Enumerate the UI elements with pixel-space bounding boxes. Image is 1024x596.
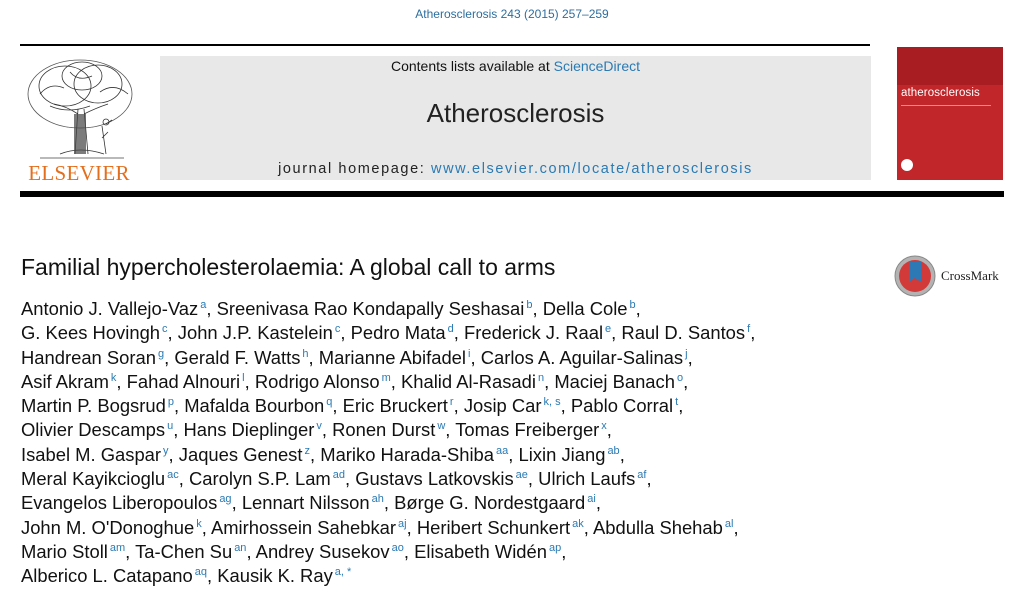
author-name[interactable] bbox=[417, 517, 589, 538]
author-name[interactable] bbox=[320, 444, 513, 465]
cover-header-band bbox=[897, 47, 1003, 85]
author-affiliation-marker[interactable]: aq bbox=[194, 566, 208, 579]
journal-citation[interactable] bbox=[0, 7, 1024, 21]
author-separator: , bbox=[308, 346, 314, 368]
author-name[interactable] bbox=[21, 468, 184, 489]
author-name[interactable] bbox=[21, 444, 174, 465]
author-name[interactable] bbox=[351, 322, 459, 343]
author-separator: , bbox=[406, 516, 412, 538]
author-name-text: Maciej Banach bbox=[554, 370, 675, 392]
author-separator: , bbox=[383, 492, 389, 514]
author-name[interactable] bbox=[519, 444, 625, 465]
author-name[interactable] bbox=[174, 347, 313, 368]
author-affiliation-marker[interactable]: i bbox=[468, 347, 471, 360]
author-affiliation-marker[interactable]: k bbox=[110, 371, 117, 384]
cover-title: atherosclerosis bbox=[901, 87, 980, 99]
author-separator: , bbox=[178, 468, 184, 490]
author-name[interactable] bbox=[242, 492, 389, 513]
author-list bbox=[21, 297, 991, 589]
author-separator: , bbox=[678, 395, 684, 417]
author-separator: , bbox=[453, 395, 459, 417]
author-affiliation-marker[interactable]: aa bbox=[496, 444, 509, 457]
author-separator: , bbox=[611, 322, 617, 344]
author-affiliation-marker[interactable]: o bbox=[676, 371, 684, 384]
contents-line bbox=[160, 58, 871, 74]
author-name-text: John M. O'Donoghue bbox=[21, 516, 195, 538]
author-affiliation-marker[interactable]: ae bbox=[515, 469, 528, 482]
author-line bbox=[21, 516, 991, 540]
author-name[interactable] bbox=[621, 322, 755, 343]
author-separator: , bbox=[527, 468, 534, 490]
author-name[interactable] bbox=[394, 492, 601, 513]
author-name-text: Olivier Descamps bbox=[21, 419, 166, 441]
author-affiliation-marker[interactable]: k bbox=[196, 517, 202, 530]
author-affiliation-marker[interactable]: af bbox=[637, 469, 647, 482]
author-affiliation-marker[interactable]: ao bbox=[391, 541, 404, 554]
author-affiliation-marker[interactable]: ai bbox=[587, 493, 596, 506]
author-name[interactable] bbox=[21, 298, 211, 319]
author-separator: , bbox=[544, 370, 550, 392]
author-separator: , bbox=[206, 298, 212, 319]
author-name[interactable] bbox=[256, 541, 409, 562]
author-affiliation-marker[interactable]: h bbox=[302, 347, 309, 360]
author-name[interactable] bbox=[21, 419, 178, 440]
author-affiliation-marker[interactable]: y bbox=[163, 444, 169, 457]
author-name-text: Abdulla Shehab bbox=[593, 516, 723, 538]
header-top-rule bbox=[20, 44, 870, 46]
header-bottom-rule bbox=[20, 191, 1004, 197]
author-name[interactable] bbox=[127, 371, 250, 392]
author-name-text: Ta-Chen Su bbox=[135, 540, 233, 562]
author-name-text: Handrean Soran bbox=[21, 346, 156, 368]
author-line bbox=[21, 370, 991, 394]
author-name[interactable] bbox=[21, 517, 207, 538]
author-separator: , bbox=[244, 370, 250, 392]
author-separator: , bbox=[310, 443, 316, 465]
author-name[interactable] bbox=[21, 347, 169, 368]
author-name[interactable] bbox=[255, 371, 396, 392]
author-affiliation-marker[interactable]: f bbox=[747, 323, 751, 336]
author-separator: , bbox=[445, 419, 451, 441]
author-separator: , bbox=[207, 565, 213, 587]
author-name-text: Amirhossein Sahebkar bbox=[210, 516, 396, 538]
author-separator: , bbox=[508, 443, 514, 465]
author-name[interactable] bbox=[21, 322, 173, 343]
author-separator: , bbox=[583, 516, 589, 538]
author-affiliation-marker[interactable]: k, s bbox=[543, 396, 561, 409]
homepage-link[interactable]: www.elsevier.com/locate/atherosclerosis bbox=[431, 161, 753, 177]
author-separator: , bbox=[453, 322, 459, 344]
journal-cover-thumbnail[interactable] bbox=[897, 47, 1003, 180]
contents-prefix: Contents lists available at bbox=[390, 58, 554, 74]
author-affiliation-marker[interactable]: an bbox=[234, 541, 247, 554]
author-name-text: Mario Stoll bbox=[21, 540, 108, 562]
author-name-text: Isabel M. Gaspar bbox=[21, 443, 162, 465]
citation-link[interactable]: Atherosclerosis 243 (2015) 257–259 bbox=[415, 7, 609, 21]
author-affiliation-marker[interactable]: g bbox=[157, 347, 165, 360]
author-separator: , bbox=[750, 322, 756, 344]
author-affiliation-marker[interactable]: ah bbox=[371, 493, 384, 506]
author-affiliation-marker[interactable]: q bbox=[326, 396, 333, 409]
author-separator: , bbox=[560, 395, 566, 417]
author-name[interactable] bbox=[414, 541, 566, 562]
author-name[interactable] bbox=[571, 395, 683, 416]
author-name[interactable] bbox=[21, 395, 179, 416]
author-line bbox=[21, 394, 991, 418]
author-name[interactable] bbox=[554, 371, 688, 392]
author-affiliation-marker[interactable]: n bbox=[537, 371, 545, 384]
author-name[interactable] bbox=[319, 347, 476, 368]
author-name[interactable] bbox=[464, 322, 616, 343]
author-separator: , bbox=[168, 443, 174, 465]
author-separator: , bbox=[332, 395, 338, 417]
author-name-text: Sreenivasa Rao Kondapally Seshasai bbox=[216, 298, 525, 319]
author-name-text: Lixin Jiang bbox=[518, 443, 606, 465]
author-name[interactable] bbox=[211, 517, 412, 538]
author-separator: , bbox=[470, 346, 476, 368]
author-name-text: Mariko Harada-Shiba bbox=[320, 443, 495, 465]
author-affiliation-marker[interactable]: d bbox=[447, 323, 454, 336]
author-affiliation-marker[interactable]: b bbox=[629, 299, 636, 311]
article-title: Familial hypercholesterolaemia: A global call to arms bbox=[21, 254, 556, 280]
author-name-text: Evangelos Liberopoulos bbox=[21, 492, 218, 514]
author-affiliation-marker[interactable]: ag bbox=[219, 493, 232, 506]
author-separator: , bbox=[167, 322, 173, 344]
author-separator: , bbox=[733, 516, 739, 538]
author-name-text: Carlos A. Aguilar-Salinas bbox=[480, 346, 684, 368]
author-name[interactable] bbox=[21, 492, 237, 513]
crossmark-label: CrossMark bbox=[941, 268, 999, 283]
author-name[interactable] bbox=[135, 541, 252, 562]
author-separator: , bbox=[687, 346, 693, 368]
author-name[interactable] bbox=[343, 395, 459, 416]
author-name[interactable] bbox=[481, 347, 693, 368]
author-name[interactable] bbox=[217, 298, 538, 319]
author-affiliation-marker[interactable]: w bbox=[437, 420, 446, 433]
author-separator: , bbox=[321, 419, 327, 441]
author-separator: , bbox=[646, 468, 652, 490]
author-name-text: Eric Bruckert bbox=[342, 395, 448, 417]
author-line bbox=[21, 467, 991, 491]
author-name-text: Børge G. Nordestgaard bbox=[394, 492, 586, 514]
author-affiliation-marker[interactable]: p bbox=[167, 396, 174, 409]
author-separator: , bbox=[164, 346, 170, 368]
author-separator: , bbox=[231, 492, 237, 514]
author-name-text: Gustavs Latkovskis bbox=[355, 468, 514, 490]
author-affiliation-marker[interactable]: ac bbox=[167, 469, 179, 482]
author-affiliation-marker[interactable]: c bbox=[334, 323, 341, 336]
author-name-text: Lennart Nilsson bbox=[241, 492, 370, 514]
crossmark-badge[interactable] bbox=[893, 254, 999, 298]
author-affiliation-marker[interactable]: am bbox=[109, 541, 126, 554]
author-name[interactable] bbox=[401, 371, 549, 392]
author-name-text: G. Kees Hovingh bbox=[21, 322, 161, 344]
author-affiliation-marker[interactable]: e bbox=[605, 323, 612, 336]
author-affiliation-marker[interactable]: ab bbox=[607, 444, 620, 457]
author-separator: , bbox=[606, 419, 612, 441]
author-name[interactable] bbox=[184, 395, 337, 416]
author-separator: , bbox=[390, 370, 396, 392]
author-affiliation-marker[interactable]: z bbox=[304, 444, 310, 457]
author-name-text: Khalid Al-Rasadi bbox=[401, 370, 536, 392]
author-name-text: Antonio J. Vallejo-Vaz bbox=[21, 298, 199, 319]
author-name-text: Ulrich Laufs bbox=[538, 468, 636, 490]
author-name[interactable] bbox=[464, 395, 566, 416]
author-affiliation-marker[interactable]: ad bbox=[332, 469, 345, 482]
author-separator: , bbox=[561, 540, 567, 562]
author-separator: , bbox=[345, 468, 351, 490]
author-name[interactable] bbox=[178, 322, 346, 343]
author-affiliation-marker[interactable]: a, * bbox=[334, 566, 352, 579]
author-affiliation-marker[interactable]: j bbox=[685, 347, 688, 360]
cover-logo-dot bbox=[901, 159, 913, 171]
author-line bbox=[21, 491, 991, 515]
author-line bbox=[21, 321, 991, 345]
author-name-text: Martin P. Bogsrud bbox=[21, 395, 166, 417]
author-affiliation-marker[interactable]: b bbox=[526, 299, 533, 311]
author-name-text: Raul D. Santos bbox=[621, 322, 746, 344]
author-name[interactable] bbox=[332, 419, 450, 440]
author-name-text: Hans Dieplinger bbox=[183, 419, 315, 441]
author-separator: , bbox=[201, 516, 207, 538]
author-separator: , bbox=[619, 443, 625, 465]
author-line bbox=[21, 564, 991, 588]
author-affiliation-marker[interactable]: u bbox=[167, 420, 174, 433]
author-separator: , bbox=[595, 492, 601, 514]
author-affiliation-marker[interactable]: aj bbox=[398, 517, 407, 530]
author-affiliation-marker[interactable]: v bbox=[316, 420, 322, 433]
author-affiliation-marker[interactable]: l bbox=[242, 371, 245, 384]
author-separator: , bbox=[173, 395, 180, 417]
author-name-text: Carolyn S.P. Lam bbox=[189, 468, 331, 490]
journal-banner bbox=[160, 56, 871, 180]
author-line bbox=[21, 540, 991, 564]
author-name-text: Gerald F. Watts bbox=[174, 346, 301, 368]
author-name[interactable] bbox=[455, 419, 612, 440]
author-name-text: Pablo Corral bbox=[570, 395, 674, 417]
author-separator: , bbox=[125, 540, 131, 562]
author-separator: , bbox=[403, 540, 409, 562]
homepage-prefix: journal homepage: bbox=[278, 161, 432, 177]
author-line bbox=[21, 297, 991, 321]
author-line bbox=[21, 346, 991, 370]
author-name[interactable] bbox=[355, 468, 533, 489]
author-name-text: Frederick J. Raal bbox=[464, 322, 604, 344]
author-name[interactable] bbox=[183, 419, 326, 440]
author-affiliation-marker[interactable]: ap bbox=[549, 541, 562, 554]
author-name-text: Heribert Schunkert bbox=[416, 516, 571, 538]
crossmark-icon bbox=[893, 254, 937, 298]
author-separator: , bbox=[635, 298, 641, 319]
author-name[interactable] bbox=[21, 371, 122, 392]
homepage-line bbox=[160, 161, 871, 177]
author-separator: , bbox=[173, 419, 179, 441]
author-name-text: Rodrigo Alonso bbox=[254, 370, 380, 392]
author-name-text: Elisabeth Widén bbox=[414, 540, 547, 562]
cover-divider bbox=[901, 105, 991, 106]
author-affiliation-marker[interactable]: m bbox=[381, 371, 391, 384]
author-affiliation-marker[interactable]: al bbox=[724, 517, 734, 530]
author-line bbox=[21, 418, 991, 442]
author-name-text: Tomas Freiberger bbox=[455, 419, 600, 441]
author-name-text: Asif Akram bbox=[21, 370, 109, 392]
author-name-text: Marianne Abifadel bbox=[318, 346, 466, 368]
author-name[interactable] bbox=[593, 517, 739, 538]
journal-name: Atherosclerosis bbox=[426, 98, 605, 128]
sciencedirect-link[interactable]: ScienceDirect bbox=[553, 58, 640, 74]
author-name-text: Kausik K. Ray bbox=[217, 565, 333, 587]
author-line bbox=[21, 443, 991, 467]
author-name-text: Andrey Susekov bbox=[255, 540, 390, 562]
author-affiliation-marker[interactable]: c bbox=[162, 323, 168, 336]
author-name-text: Pedro Mata bbox=[350, 322, 446, 344]
author-name-text: Meral Kayikcioglu bbox=[21, 468, 166, 490]
author-separator: , bbox=[116, 370, 122, 392]
author-name[interactable] bbox=[21, 565, 212, 586]
author-name[interactable] bbox=[543, 298, 641, 319]
author-name-text: Josip Car bbox=[463, 395, 542, 417]
author-affiliation-marker[interactable]: t bbox=[675, 396, 679, 409]
author-name-text: Ronen Durst bbox=[332, 419, 436, 441]
author-name[interactable] bbox=[538, 468, 651, 489]
author-name[interactable] bbox=[217, 565, 351, 586]
author-name-text: Jaques Genest bbox=[178, 443, 303, 465]
author-affiliation-marker[interactable]: a bbox=[200, 299, 207, 311]
author-affiliation-marker[interactable]: ak bbox=[572, 517, 584, 530]
author-separator: , bbox=[340, 322, 346, 344]
author-affiliation-marker[interactable]: x bbox=[601, 420, 607, 433]
author-name[interactable] bbox=[189, 468, 350, 489]
author-name-text: Fahad Alnouri bbox=[126, 370, 241, 392]
author-name-text: Della Cole bbox=[542, 298, 628, 319]
author-separator: , bbox=[246, 540, 252, 562]
author-separator: , bbox=[683, 370, 689, 392]
author-affiliation-marker[interactable]: r bbox=[449, 396, 454, 409]
author-name-text: John J.P. Kastelein bbox=[177, 322, 333, 344]
author-name-text: Alberico L. Catapano bbox=[21, 565, 193, 587]
author-name[interactable] bbox=[179, 444, 315, 465]
author-separator: , bbox=[532, 298, 538, 319]
author-name[interactable] bbox=[21, 541, 130, 562]
elsevier-wordmark: ELSEVIER bbox=[28, 161, 130, 185]
author-name-text: Mafalda Bourbon bbox=[184, 395, 325, 417]
